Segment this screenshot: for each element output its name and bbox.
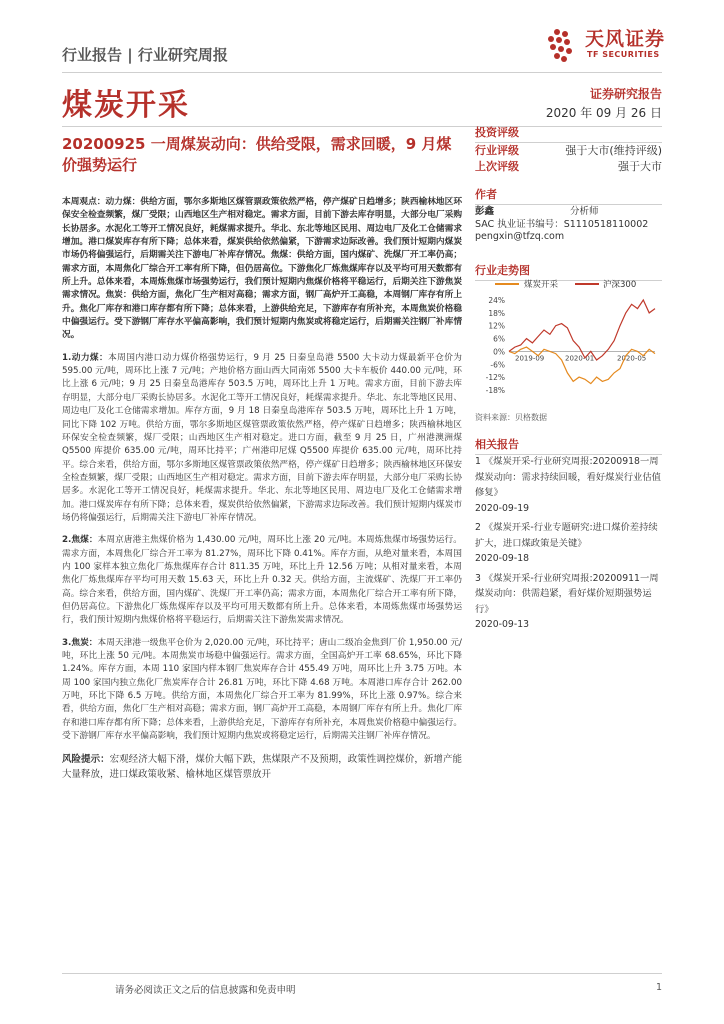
report-title: 20200925 一周煤炭动向：供给受限，需求回暖，9 月煤价强势运行: [62, 135, 452, 174]
report-category: 行业报告 | 行业研究周报: [62, 46, 228, 64]
legend-label-hs300: 沪深300: [603, 280, 637, 290]
y-tick-label: 12%: [488, 321, 505, 331]
y-tick-label: -6%: [490, 360, 505, 370]
summary-label: 本周观点：: [62, 197, 106, 207]
y-tick-label: 0%: [493, 347, 505, 357]
x-tick-label: 2019-09: [515, 354, 545, 363]
author-heading: 作者: [475, 186, 662, 205]
footer-divider: [62, 973, 662, 974]
coke-paragraph: [62, 637, 462, 744]
rating-heading: 投资评级: [475, 124, 662, 143]
x-tick-label: 2020-05: [617, 354, 647, 363]
author-name: 彭鑫: [475, 206, 495, 217]
y-tick-label: -12%: [485, 373, 505, 383]
thermal-coal-label: 1.动力煤：: [62, 352, 109, 363]
report-date: 2020 年 09 月 26 日: [545, 106, 662, 120]
risk-label: 风险提示：: [62, 754, 110, 766]
related-report-title[interactable]: 3 《煤炭开采-行业研究周报:20200911一周煤炭动向：供需趋紧，看好煤价短期强势运行》: [475, 572, 659, 615]
summary-text: 动力煤：供给方面，鄂尔多斯地区煤管票政策依然严格，停产煤矿日趋增多；陕西榆林地区环保安全检查频繁，煤厂受限；山西地区生产相对稳定。需求方面，目前下游去库存明显，大部分电厂采购长协居多。水泥化工等开工情况良好，耗煤需求提升。华北、东北等地区民用、周边电厂及化工仓储需求增加。港口煤炭库存有所下降；总体来看，煤炭供给依然偏紧，下游需求边际改善。我们预计短期内煤炭市场仍将偏强运行，后期需关注下游电厂补库存情况。焦煤：供给方面，国内煤矿、洗煤厂开工率仍高；需求方面，本周焦化厂综合开工率有所下降，但仍居高位。下游焦化厂炼焦煤库存以及平均可用天数都有所上升。总体来看，本周炼焦煤市场强势运行，我们预计短期内焦煤价格将平稳运行，后期关注下游焦炭需求情况。焦炭：供给方面，焦化厂生产相对高稳；需求方面，钢厂高炉开工高稳，本周钢厂库存有所上升。焦化厂库存和港口库存都有所下降；总体来看，上游供给充足，下游库存有所补充，本周焦炭价格稳中偏强运行。受下游钢厂库存水平偏高影响，我们预计短期内焦炭或将稳定运行，后期需关注钢厂补库情况。: [62, 197, 463, 341]
report-body: [62, 196, 462, 791]
coke-label: 3.焦炭：: [62, 637, 98, 648]
risk-paragraph: [62, 752, 462, 782]
author-cert: SAC 执业证书编号：S1110518110002: [475, 219, 649, 230]
author-info: [475, 206, 662, 243]
rating-value: 强于大市(维持评级): [565, 144, 662, 157]
related-report-date: 2020-09-13: [475, 619, 530, 630]
thermal-coal-text: 本周国内港口动力煤价格强势运行，9 月 25 日秦皇岛港 5500 大卡动力煤最新平仓价为 595.00 元/吨，周环比上涨 7 元/吨；产地价格方面山西大同南郊 5500 大卡车板价 440.00 元/吨，环比上涨 6 元/吨；9 月 25 日秦皇岛港库存 503.5 万吨，周环比上升 1 万吨。需求方面，目前下游去库存明显，大部分电厂采购长协居多。水泥化工等开工情况良好，耗煤需求提升。华北、东北等地区民用、周边电厂及化工仓储需求增加。库存方面，9 月 18 日秦皇岛港库存 503.5 万吨，周环比上升 1 万吨，同比下降 102 万吨。供给方面，鄂尔多斯地区煤管票政策依然严格，停产煤矿日趋增多；陕西榆林地区环保安全检查频繁，煤厂受限；山西地区生产相对稳定。进口方面，截至 9 月 25 日，广州港澳洲煤 Q5500 库提价 635.00 元/吨，周环比持平；广州港印尼煤 Q5500 库提价 635.00 元/吨，周环比持平。综合来看，供给方面，鄂尔多斯地区煤管票政策依然严格，停产煤矿日趋增多；陕西榆林地区环保安全检查频繁，煤厂受限；山西地区生产相对稳定。需求方面，目前下游去库存明显，大部分电厂采购长协居多。水泥化工等开工情况良好，耗煤需求提升。华北、东北等地区民用、周边电厂及化工仓储需求增加。港口煤炭库存有所下降；总体来看，煤炭供给依然偏紧，下游需求边际改善。我们预计短期内煤炭市场仍将偏强运行，后期需关注下游电厂补库存情况。: [62, 352, 462, 523]
related-report-item[interactable]: [475, 454, 662, 516]
rating-row-previous: [475, 158, 662, 175]
coking-coal-text: 本周京唐港主焦煤价格为 1,430.00 元/吨，周环比上涨 20 元/吨。本周炼焦煤市场强势运行。需求方面，本周焦化厂综合开工率为 81.27%，周环比下降 0.41%。库存方面，从绝对量来看，本周国内 100 家样本独立焦化厂炼焦煤库存合计 811.35 万吨，环比上升 12.56 万吨；从相对量来看，本周焦化厂炼焦煤库存平均可用天数 15.63 天，环比上升 0.32 天。供给方面，主流煤矿、洗煤厂开工率仍高。综合来看，供给方面，国内煤矿、洗煤厂开工率仍高；需求方面，本周焦化厂综合开工率有所下降，但仍居高位。下游焦化厂炼焦煤库存以及平均可用天数都有所上升。总体来看，本周炼焦煤市场强势运行，我们预计短期内焦煤价格将平稳运行，后期需关注下游焦炭需求情况。: [62, 535, 462, 626]
y-tick-label: 6%: [493, 334, 505, 344]
author-role: 分析师: [570, 206, 599, 217]
y-tick-label: -18%: [485, 386, 505, 395]
legend-label-coal: 煤炭开采: [524, 280, 559, 290]
related-report-title[interactable]: 2 《煤炭开采-行业专题研究:进口煤价差持续扩大，进口煤政策是关键》: [475, 522, 658, 549]
chart-legend: [475, 280, 662, 294]
related-reports: [475, 454, 662, 637]
y-tick-label: 18%: [488, 308, 505, 318]
related-heading: 相关报告: [475, 436, 662, 455]
report-type: 证券研究报告: [589, 87, 662, 101]
chart-plot: [475, 294, 662, 406]
coke-text: 本周天津港一级焦平仓价为 2,020.00 元/吨，环比持平；唐山二级冶金焦到厂价 1,950.00 元/吨，环比上涨 50 元/吨。本周焦炭市场稳中偏强运行。需求方面，全国高炉开工率 68.65%，环比下降 1.24%。库存方面，本周 110 家国内样本钢厂焦炭库存合计 455.49 万吨，周环比上升 3.75 万吨。本周 100 家国内独立焦化厂焦炭库存合计 26.81 万吨，环比下降 4.68 万吨。本周港口库存合计 262.00 万吨，环比下降 6.5 万吨。供给方面，本周焦化厂综合开工率为 81.99%，环比上涨 0.97%。综合来看，供给方面，焦化厂生产相对高稳；需求方面，钢厂高炉开工高稳，本周钢厂库存有所上升。焦化厂库存和港口库存都有所下降；总体来看，上游供给充足，下游库存有所补充，本周焦炭价格稳中偏强运行。受下游钢厂库存水平偏高影响，我们预计短期内焦炭或将稳定运行，后期需关注钢厂补库存情况。: [62, 637, 462, 742]
coking-coal-label: 2.焦煤：: [62, 535, 98, 546]
legend-swatch-hs300: [575, 283, 599, 285]
chart-source: 资料来源：贝格数据: [475, 413, 547, 422]
related-report-item[interactable]: [475, 571, 662, 633]
legend-swatch-coal: [495, 283, 519, 285]
thermal-coal-paragraph: [62, 352, 462, 525]
footer-disclaimer: 请务必阅读正文之后的信息披露和免责申明: [115, 985, 296, 996]
rating-label: 上次评级: [475, 160, 519, 173]
rating-label: 行业评级: [475, 144, 519, 157]
chart-heading: 行业走势图: [475, 262, 662, 281]
rating-row-industry: [475, 142, 662, 159]
related-report-date: 2020-09-18: [475, 553, 530, 564]
related-report-item[interactable]: [475, 520, 662, 567]
author-email[interactable]: pengxin@tfzq.com: [475, 231, 565, 242]
header-divider: [62, 72, 662, 73]
logo-text-en: TF SECURITIES: [587, 50, 660, 59]
related-report-date: 2020-09-19: [475, 502, 530, 514]
risk-text: 宏观经济大幅下滑，煤价大幅下跌，焦煤限产不及预期，政策性调控煤价，新增产能大量释放，进口煤政策收紧、榆林地区煤管票放开: [62, 754, 462, 781]
rating-value: 强于大市: [618, 160, 662, 173]
x-tick-label: 2020-01: [565, 354, 595, 363]
coking-coal-paragraph: [62, 534, 462, 627]
y-tick-label: 24%: [488, 296, 505, 305]
logo-text-cn: 天风证券: [585, 28, 666, 50]
related-report-title[interactable]: 1 《煤炭开采-行业研究周报:20200918一周煤炭动向：需求持续回暖，看好煤炭行业估值修复》: [475, 456, 661, 498]
page-number: 1: [655, 982, 662, 993]
summary-paragraph: [62, 196, 462, 343]
industry-title: 煤炭开采: [62, 88, 190, 123]
